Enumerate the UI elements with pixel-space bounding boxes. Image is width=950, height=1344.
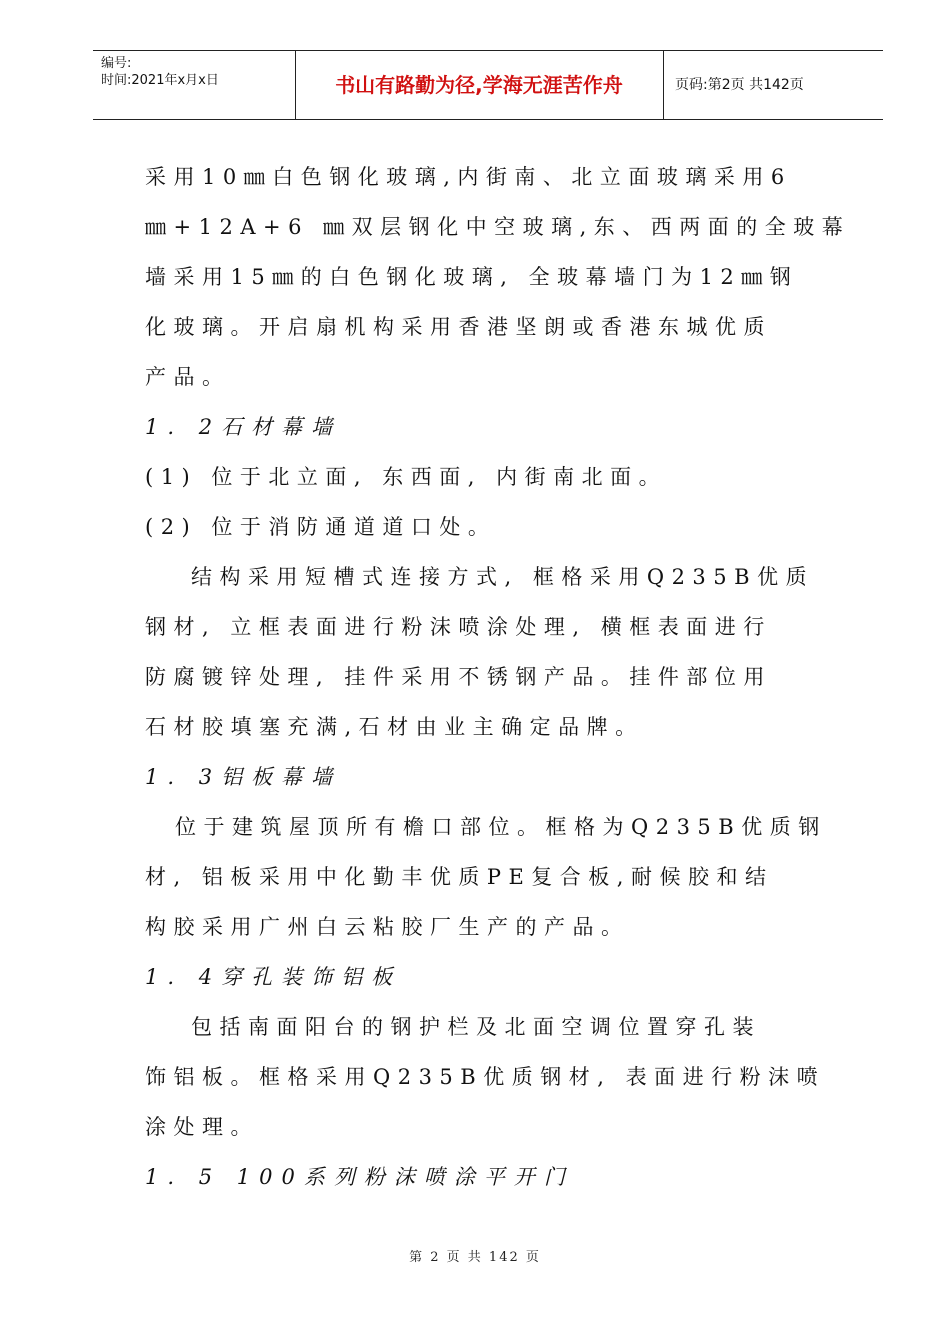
header-motto: 书山有路勤为径,学海无涯苦作舟 (335, 73, 623, 97)
list-item: (2) 位于消防通道道口处。 (145, 515, 497, 539)
body-line: 涂处理。 (145, 1115, 259, 1139)
section-heading-1-4: 1. 4穿孔装饰铝板 (145, 965, 402, 989)
body-line: 包括南面阳台的钢护栏及北面空调位置穿孔装 (191, 1015, 761, 1039)
body-line: 防腐镀锌处理, 挂件采用不锈钢产品。挂件部位用 (145, 665, 772, 689)
body-line: 产品。 (145, 365, 231, 389)
body-line: 墙采用15㎜的白色钢化玻璃, 全玻幕墙门为12㎜钢 (145, 265, 799, 289)
header-page-info: 页码:第2页 共142页 (675, 77, 804, 93)
body-line: 材, 铝板采用中化勤丰优质PE复合板,耐候胶和结 (145, 865, 774, 889)
page-footer: 第 2 页 共 142 页 (409, 1250, 541, 1265)
document-number-label: 编号: (101, 56, 132, 71)
page-header (93, 50, 883, 120)
body-line: 饰铝板。框格采用Q235B优质钢材, 表面进行粉沫喷 (145, 1065, 826, 1089)
body-line: 采用10㎜白色钢化玻璃,内街南、北立面玻璃采用6 (145, 165, 792, 189)
body-line: 结构采用短槽式连接方式, 框格采用Q235B优质 (191, 565, 815, 589)
body-line: 化玻璃。开启扇机构采用香港坚朗或香港东城优质 (145, 315, 772, 339)
body-line: 钢材, 立框表面进行粉沫喷涂处理, 横框表面进行 (145, 615, 772, 639)
body-line: 构胶采用广州白云粘胶厂生产的产品。 (145, 915, 630, 939)
section-heading-1-2: 1. 2石材幕墙 (145, 415, 342, 439)
section-heading-1-5: 1. 5 100系列粉沫喷涂平开门 (145, 1165, 574, 1189)
section-heading-1-3: 1. 3铝板幕墙 (145, 765, 342, 789)
body-line: 石材胶填塞充满,石材由业主确定品牌。 (145, 715, 644, 739)
document-body (145, 152, 851, 1202)
body-line: 位于建筑屋顶所有檐口部位。框格为Q235B优质钢 (175, 815, 827, 839)
body-line: ㎜+12A+6 ㎜双层钢化中空玻璃,东、西两面的全玻幕 (145, 215, 851, 239)
header-divider-right (663, 51, 664, 119)
document-date: 时间:2021年x月x日 (101, 73, 219, 88)
header-meta (101, 55, 219, 89)
list-item: (1) 位于北立面, 东西面, 内街南北面。 (145, 465, 668, 489)
